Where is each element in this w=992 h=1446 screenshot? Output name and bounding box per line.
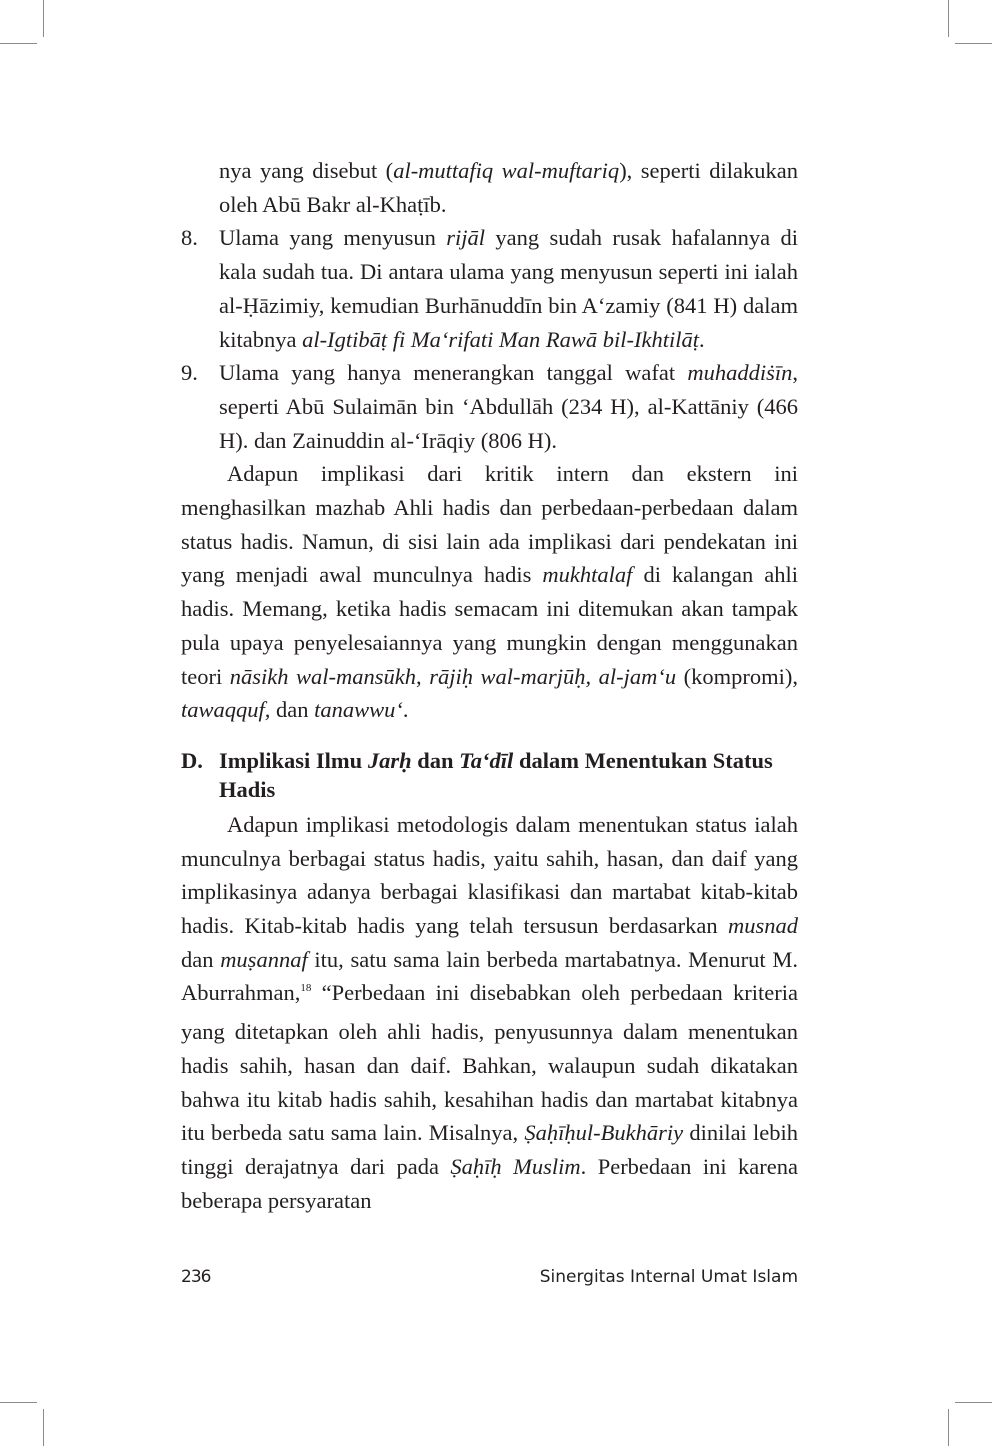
italic-term: Jarḥ — [367, 747, 412, 773]
section-letter: D. — [181, 747, 203, 773]
crop-mark-top-right-horizontal — [955, 43, 992, 44]
page-footer — [181, 1267, 798, 1291]
text-run: di kalangan ahli hadis. Memang, ketika hadis semacam ini ditemukan akan tampak pula upaya penyelesaiannya yang mungkin dengan menggunakan teori — [181, 562, 799, 689]
text-run: Ulama yang menyusun — [219, 225, 447, 251]
italic-term: rijāl — [446, 225, 486, 251]
text-run: Ulama yang hanya menerangkan tanggal wafat — [219, 360, 688, 386]
crop-mark-bottom-left-horizontal — [0, 1402, 37, 1403]
italic-term: mukhtalaf — [542, 562, 633, 588]
italic-term: al-muttafiq wal-muftariq — [393, 158, 620, 183]
crop-mark-bottom-right-horizontal — [955, 1402, 992, 1403]
text-run: itu, satu sama lain berbeda martabatnya. Menurut M. Aburrahman, — [181, 946, 798, 1006]
paragraph — [181, 808, 798, 1217]
list-number: 9. — [181, 360, 198, 386]
text-run: Adapun implikasi metodologis dalam menentukan status ialah munculnya berbagai status hadis, yaitu sahih, hasan, dan daif yang implikasinya adanya berbagai klasifikasi dan martabat kitab-kitab hadis. Kitab-kitab hadis yang telah tersusun berdasarkan — [181, 811, 798, 939]
text-run: . — [698, 326, 705, 352]
crop-mark-top-left-vertical — [43, 0, 44, 37]
italic-term: tawaqquf, — [181, 697, 271, 723]
paragraph — [181, 457, 798, 727]
text-run: ), seperti dilakukan oleh Abū Bakr al-Khaṭīb. — [219, 158, 798, 217]
italic-term: rājiḥ wal-marjūḥ, al-jam‘u — [429, 663, 677, 689]
text-run: “Perbedaan ini disebabkan oleh perbedaan kriteria yang ditetapkan oleh ahli hadis, penyusunnya dalam menentukan hadis sahih, hasan dan daif. Bahkan, walaupun sudah dikatakan bahwa itu kitab hadis sahih, kesahihan hadis dan martabat kitabnya itu berbeda satu sama lain. Misalnya, — [181, 980, 798, 1146]
text-run: Implikasi Ilmu — [219, 747, 368, 773]
italic-term: Ta‘dīl — [459, 747, 514, 773]
list-item — [181, 356, 798, 457]
footnote-ref: 18 — [300, 982, 312, 995]
section-heading — [181, 746, 798, 804]
text-run: nya yang disebut ( — [219, 158, 394, 183]
italic-term: tanawwu‘ — [314, 697, 403, 723]
text-run: yang sudah rusak hafalannya di kala sudah tua. Di antara ulama yang menyusun seperti ini ialah al-Ḥāzimiy, kemudian Burhānuddīn bin A‘zamiy (841 H) dalam kitabnya — [219, 225, 798, 352]
italic-term: muṣannaf — [220, 946, 308, 972]
text-run: dan — [411, 747, 460, 773]
italic-term: muhaddiṡīn — [687, 360, 793, 386]
text-run: . — [402, 697, 409, 723]
page-body — [181, 154, 798, 1217]
crop-mark-top-right-vertical — [948, 0, 949, 37]
numbered-list — [181, 221, 798, 457]
italic-term: Ṣaḥīḥul-Bukhāriy — [524, 1120, 684, 1146]
crop-mark-bottom-right-vertical — [948, 1409, 949, 1446]
text-run: (kompromi), — [676, 663, 799, 689]
crop-mark-top-left-horizontal — [0, 43, 37, 44]
text-run: , — [416, 663, 430, 689]
text-run: dan — [181, 946, 221, 972]
list-continuation — [181, 154, 798, 221]
list-item — [181, 221, 798, 356]
text-run: Adapun implikasi dari kritik intern dan ekstern ini menghasilkan mazhab Ahli hadis dan perbedaan-perbedaan dalam status hadis. Namun, di sisi lain ada implikasi dari pendekatan ini yang menjadi awal munculnya hadis — [181, 461, 798, 588]
italic-term: musnad — [727, 913, 798, 939]
text-run: dalam Menentukan Status Hadis — [219, 747, 773, 802]
crop-mark-bottom-left-vertical — [43, 1409, 44, 1446]
italic-term: Ṣaḥīḥ Muslim — [450, 1153, 581, 1179]
page-number: 236 — [181, 1267, 211, 1287]
text-run: . Perbedaan ini karena beberapa persyaratan — [181, 1153, 798, 1213]
list-number: 8. — [181, 225, 198, 251]
italic-term: nāsikh wal-mansūkh — [229, 663, 417, 689]
running-title: Sinergitas Internal Umat Islam — [539, 1267, 798, 1287]
text-run: dinilai lebih tinggi derajatnya dari pada — [181, 1120, 798, 1179]
section-heading-text — [219, 748, 773, 802]
italic-term: al-Igtibāṭ fi Ma‘rifati Man Rawā bil-Ikhtilāṭ — [302, 326, 699, 352]
text-run: , seperti Abū Sulaimān bin ‘Abdullāh (234 H), al-Kattāniy (466 H). dan Zainuddin al-‘Irāqiy (806 H). — [219, 360, 798, 453]
text-run: dan — [270, 697, 315, 723]
